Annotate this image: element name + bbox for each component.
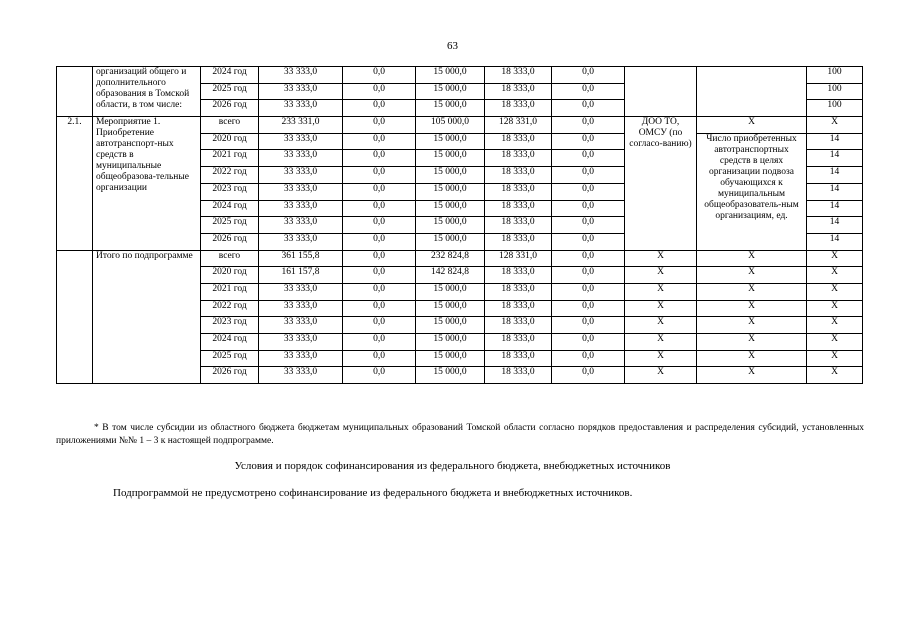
extrabudget-cell: 0,0 — [552, 217, 625, 234]
local-cell: 18 333,0 — [485, 150, 552, 167]
regional-cell: 15 000,0 — [416, 300, 485, 317]
federal-cell: 0,0 — [343, 300, 416, 317]
indicator-value-cell: 14 — [807, 133, 863, 150]
local-cell: 128 331,0 — [485, 250, 552, 267]
regional-cell: 15 000,0 — [416, 334, 485, 351]
year-cell: 2021 год — [201, 283, 259, 300]
indicator-cell: Х — [697, 267, 807, 284]
indicator-value-cell: 100 — [807, 83, 863, 100]
extrabudget-cell: 0,0 — [552, 250, 625, 267]
total-cell: 33 333,0 — [259, 83, 343, 100]
total-cell: 33 333,0 — [259, 367, 343, 384]
local-cell: 18 333,0 — [485, 300, 552, 317]
indicator-value-cell: Х — [807, 250, 863, 267]
total-cell: 33 333,0 — [259, 300, 343, 317]
indicator-value-cell: 100 — [807, 100, 863, 117]
local-cell: 18 333,0 — [485, 283, 552, 300]
table-row — [57, 67, 863, 84]
regional-cell: 15 000,0 — [416, 283, 485, 300]
total-cell: 233 331,0 — [259, 117, 343, 134]
responsible-cell: Х — [625, 300, 697, 317]
extrabudget-cell: 0,0 — [552, 100, 625, 117]
local-cell: 18 333,0 — [485, 350, 552, 367]
row-name-cell: организаций общего и дополнительного образования в Томской области, в том числе: — [93, 67, 201, 117]
indicator-cell: Х — [697, 250, 807, 267]
federal-cell: 0,0 — [343, 150, 416, 167]
indicator-value-cell: Х — [807, 267, 863, 284]
year-cell: 2022 год — [201, 167, 259, 184]
indicator-value-cell: Х — [807, 300, 863, 317]
regional-cell: 15 000,0 — [416, 133, 485, 150]
responsible-cell: Х — [625, 267, 697, 284]
extrabudget-cell: 0,0 — [552, 150, 625, 167]
total-cell: 33 333,0 — [259, 334, 343, 351]
local-cell: 18 333,0 — [485, 334, 552, 351]
extrabudget-cell: 0,0 — [552, 317, 625, 334]
federal-cell: 0,0 — [343, 250, 416, 267]
year-cell: 2025 год — [201, 217, 259, 234]
regional-cell: 15 000,0 — [416, 317, 485, 334]
total-cell: 33 333,0 — [259, 183, 343, 200]
total-cell: 161 157,8 — [259, 267, 343, 284]
year-cell: 2022 год — [201, 300, 259, 317]
extrabudget-cell: 0,0 — [552, 283, 625, 300]
local-cell: 18 333,0 — [485, 183, 552, 200]
federal-cell: 0,0 — [343, 83, 416, 100]
table-row — [57, 250, 863, 267]
total-cell: 33 333,0 — [259, 350, 343, 367]
indicator-cell: Х — [697, 367, 807, 384]
indicator-value-cell: Х — [807, 117, 863, 134]
row-number-cell: 2.1. — [57, 117, 93, 251]
section-text: Подпрограммой не предусмотрено софинансирование из федерального бюджета и внебюджетных источников. — [113, 487, 633, 499]
extrabudget-cell: 0,0 — [552, 300, 625, 317]
regional-cell: 232 824,8 — [416, 250, 485, 267]
indicator-value-cell: 100 — [807, 67, 863, 84]
local-cell: 18 333,0 — [485, 267, 552, 284]
regional-cell: 142 824,8 — [416, 267, 485, 284]
indicator-value-cell: 14 — [807, 150, 863, 167]
regional-cell: 15 000,0 — [416, 150, 485, 167]
indicator-value-cell: 14 — [807, 217, 863, 234]
responsible-cell: Х — [625, 334, 697, 351]
federal-cell: 0,0 — [343, 267, 416, 284]
indicator-cell: Число приобретенных автотранспортных средств в целях организации подвоза обучающихся к муниципальным общеобразователь-ным организациям, ед. — [697, 133, 807, 250]
extrabudget-cell: 0,0 — [552, 167, 625, 184]
budget-table — [56, 66, 863, 384]
year-cell: 2026 год — [201, 100, 259, 117]
responsible-cell: Х — [625, 317, 697, 334]
indicator-cell — [697, 67, 807, 117]
total-cell: 33 333,0 — [259, 150, 343, 167]
extrabudget-cell: 0,0 — [552, 117, 625, 134]
total-cell: 33 333,0 — [259, 200, 343, 217]
local-cell: 18 333,0 — [485, 367, 552, 384]
federal-cell: 0,0 — [343, 67, 416, 84]
indicator-value-cell: Х — [807, 283, 863, 300]
row-number-cell — [57, 250, 93, 384]
year-cell: 2026 год — [201, 367, 259, 384]
indicator-cell: Х — [697, 334, 807, 351]
regional-cell: 15 000,0 — [416, 183, 485, 200]
regional-cell: 105 000,0 — [416, 117, 485, 134]
regional-cell: 15 000,0 — [416, 217, 485, 234]
federal-cell: 0,0 — [343, 217, 416, 234]
year-cell: 2025 год — [201, 83, 259, 100]
responsible-cell — [625, 67, 697, 117]
section-heading: Условия и порядок софинансирования из федерального бюджета, внебюджетных источников — [234, 460, 671, 472]
federal-cell: 0,0 — [343, 183, 416, 200]
regional-cell: 15 000,0 — [416, 83, 485, 100]
footnote: * В том числе субсидии из областного бюджета бюджетам муниципальных образований Томской области согласно порядков предоставления и распределения субсидий, установленных приложениями №№ 1 – 3 к настоящей подпрограмме. — [56, 423, 864, 446]
federal-cell: 0,0 — [343, 367, 416, 384]
local-cell: 18 333,0 — [485, 133, 552, 150]
year-cell: 2024 год — [201, 200, 259, 217]
local-cell: 18 333,0 — [485, 83, 552, 100]
year-cell: 2025 год — [201, 350, 259, 367]
federal-cell: 0,0 — [343, 350, 416, 367]
year-cell: 2020 год — [201, 267, 259, 284]
federal-cell: 0,0 — [343, 283, 416, 300]
regional-cell: 15 000,0 — [416, 367, 485, 384]
year-cell: 2024 год — [201, 67, 259, 84]
federal-cell: 0,0 — [343, 233, 416, 250]
indicator-value-cell: Х — [807, 350, 863, 367]
responsible-cell: Х — [625, 250, 697, 267]
local-cell: 18 333,0 — [485, 200, 552, 217]
regional-cell: 15 000,0 — [416, 167, 485, 184]
regional-cell: 15 000,0 — [416, 233, 485, 250]
responsible-cell: Х — [625, 350, 697, 367]
local-cell: 18 333,0 — [485, 167, 552, 184]
year-cell: 2021 год — [201, 150, 259, 167]
federal-cell: 0,0 — [343, 334, 416, 351]
table-row — [57, 117, 863, 134]
total-cell: 33 333,0 — [259, 167, 343, 184]
regional-cell: 15 000,0 — [416, 100, 485, 117]
local-cell: 18 333,0 — [485, 217, 552, 234]
extrabudget-cell: 0,0 — [552, 367, 625, 384]
year-cell: всего — [201, 117, 259, 134]
extrabudget-cell: 0,0 — [552, 83, 625, 100]
indicator-value-cell: 14 — [807, 183, 863, 200]
indicator-value-cell: 14 — [807, 167, 863, 184]
indicator-value-cell: Х — [807, 317, 863, 334]
total-cell: 33 333,0 — [259, 100, 343, 117]
year-cell: всего — [201, 250, 259, 267]
federal-cell: 0,0 — [343, 133, 416, 150]
budget-table-body — [57, 67, 863, 384]
indicator-cell: Х — [697, 117, 807, 134]
extrabudget-cell: 0,0 — [552, 133, 625, 150]
indicator-value-cell: Х — [807, 334, 863, 351]
total-cell: 33 333,0 — [259, 233, 343, 250]
extrabudget-cell: 0,0 — [552, 350, 625, 367]
year-cell: 2026 год — [201, 233, 259, 250]
page-number: 63 — [447, 40, 458, 52]
extrabudget-cell: 0,0 — [552, 67, 625, 84]
row-number-cell — [57, 67, 93, 117]
total-cell: 33 333,0 — [259, 217, 343, 234]
indicator-value-cell: 14 — [807, 233, 863, 250]
total-cell: 33 333,0 — [259, 283, 343, 300]
responsible-cell: Х — [625, 367, 697, 384]
indicator-cell: Х — [697, 350, 807, 367]
regional-cell: 15 000,0 — [416, 67, 485, 84]
local-cell: 18 333,0 — [485, 67, 552, 84]
local-cell: 128 331,0 — [485, 117, 552, 134]
year-cell: 2020 год — [201, 133, 259, 150]
responsible-cell: ДОО ТО, ОМСУ (по согласо-ванию) — [625, 117, 697, 251]
indicator-cell: Х — [697, 317, 807, 334]
federal-cell: 0,0 — [343, 100, 416, 117]
indicator-value-cell: 14 — [807, 200, 863, 217]
federal-cell: 0,0 — [343, 117, 416, 134]
year-cell: 2023 год — [201, 183, 259, 200]
total-cell: 33 333,0 — [259, 133, 343, 150]
total-cell: 33 333,0 — [259, 67, 343, 84]
row-name-cell: Мероприятие 1. Приобретение автотранспорт-ных средств в муниципальные общеобразова-тельные организации — [93, 117, 201, 251]
local-cell: 18 333,0 — [485, 233, 552, 250]
local-cell: 18 333,0 — [485, 100, 552, 117]
extrabudget-cell: 0,0 — [552, 233, 625, 250]
year-cell: 2023 год — [201, 317, 259, 334]
total-cell: 33 333,0 — [259, 317, 343, 334]
indicator-cell: Х — [697, 300, 807, 317]
indicator-value-cell: Х — [807, 367, 863, 384]
regional-cell: 15 000,0 — [416, 200, 485, 217]
federal-cell: 0,0 — [343, 200, 416, 217]
total-cell: 361 155,8 — [259, 250, 343, 267]
local-cell: 18 333,0 — [485, 317, 552, 334]
extrabudget-cell: 0,0 — [552, 267, 625, 284]
row-name-cell: Итого по подпрограмме — [93, 250, 201, 384]
indicator-cell: Х — [697, 283, 807, 300]
regional-cell: 15 000,0 — [416, 350, 485, 367]
year-cell: 2024 год — [201, 334, 259, 351]
extrabudget-cell: 0,0 — [552, 200, 625, 217]
extrabudget-cell: 0,0 — [552, 334, 625, 351]
responsible-cell: Х — [625, 283, 697, 300]
extrabudget-cell: 0,0 — [552, 183, 625, 200]
federal-cell: 0,0 — [343, 167, 416, 184]
federal-cell: 0,0 — [343, 317, 416, 334]
